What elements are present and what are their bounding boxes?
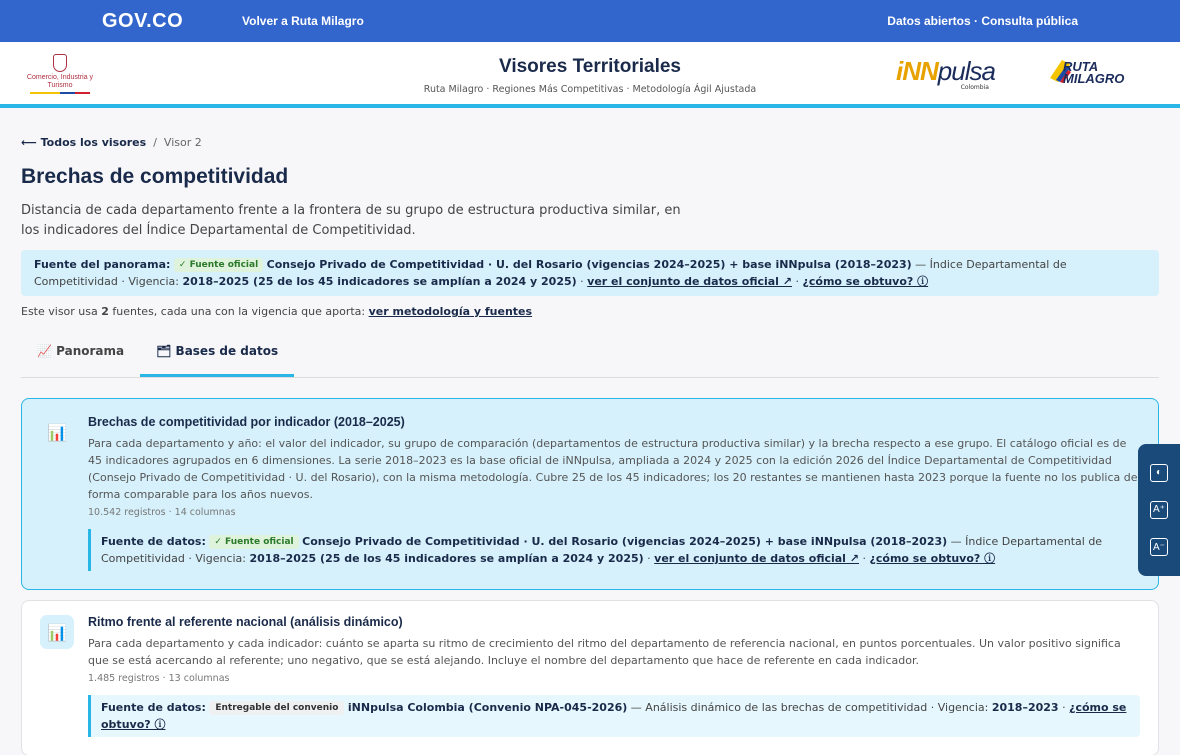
database-source: Fuente de datos: Entregable del convenio iNNpulsa Colombia (Convenio NPA-045-2026) — Análisis dinámico de las brechas de competitividad · Vigencia: 2018–2023 · ¿cómo se obtuvo? ⓘ <box>88 695 1140 737</box>
back-to-ruta-link[interactable]: Volver a Ruta Milagro <box>242 14 364 28</box>
bar-chart-icon: 📊 <box>47 422 67 442</box>
database-title: Brechas de competitividad por indicador (2018–2025) <box>88 415 405 429</box>
breadcrumb: ⟵ Todos los visores / Visor 2 <box>21 136 202 149</box>
how-obtained-link[interactable]: ¿cómo se obtuvo? ⓘ <box>802 275 929 288</box>
page-description: Distancia de cada departamento frente a la frontera de su grupo de estructura productiva similar, en los indicadores del Índice Departamental de Competitividad. <box>21 203 681 238</box>
accessibility-toolbar <box>1138 444 1180 576</box>
database-meta: 1.485 registros · 13 columnas <box>88 673 230 684</box>
database-card[interactable] <box>21 600 1159 755</box>
ministry-logo: Comercio, Industria y Turismo <box>20 54 100 94</box>
database-title: Ritmo frente al referente nacional (análisis dinámico) <box>88 615 403 629</box>
bar-chart-icon: 📊 <box>40 615 74 649</box>
site-title: Visores Territoriales <box>498 56 681 77</box>
official-dataset-link[interactable]: ver el conjunto de datos oficial ↗ <box>654 552 859 565</box>
breadcrumb-current: Visor 2 <box>163 136 202 149</box>
methodology-link[interactable]: ver metodología y fuentes <box>368 305 533 318</box>
folder-icon: 🗂 <box>156 344 172 358</box>
increase-font-icon[interactable]: A⁺ <box>1150 501 1168 519</box>
database-description: Para cada departamento y cada indicador: cuánto se aparta su ritmo de crecimiento del ritmo del departamento de referencia nacional, en puntos porcentuales. Un valor positivo significa que se está acercando al referente; uno negativo, que se está alejando. Incluye el nombre del departamento que hace de referente en cada indicador. <box>88 637 1121 667</box>
tab-bases-de-datos[interactable]: 🗂 Bases de datos <box>140 340 294 377</box>
ruta-milagro-logo: RUTA MILAGRO <box>1063 59 1125 86</box>
site-subtitle: Ruta Milagro · Regiones Más Competitivas · Metodología Ágil Ajustada <box>423 84 757 95</box>
breadcrumb-all-viewers[interactable]: ⟵ Todos los visores <box>21 136 147 149</box>
innpulsa-logo: iNNpulsa Colombia <box>896 56 995 91</box>
database-source: Fuente de datos: ✓ Fuente oficial Consejo Privado de Competitividad · U. del Rosario (vigencias 2024–2025) + base iNNpulsa (2018–2023) — Índice Departamental de Competitividad · Vigencia: 2018–2025 (25 de los 45 indicadores se amplían a 2024 y 2025) · ver el conjunto de datos oficial ↗ · ¿cómo se obtuvo? ⓘ <box>88 529 1140 571</box>
database-card[interactable] <box>21 398 1159 590</box>
sources-summary: Este visor usa 2 fuentes, cada una con la vigencia que aporta: ver metodología y fuentes <box>21 305 533 318</box>
official-source-badge: ✓ Fuente oficial <box>209 535 298 549</box>
tab-panorama[interactable]: 📈 Panorama <box>37 344 125 358</box>
chart-line-icon: 📈 <box>37 344 52 358</box>
decrease-font-icon[interactable]: A⁻ <box>1150 538 1168 556</box>
gov-bar <box>0 0 1180 42</box>
database-meta: 10.542 registros · 14 columnas <box>88 507 236 518</box>
official-dataset-link[interactable]: ver el conjunto de datos oficial ↗ <box>587 275 792 288</box>
open-data-link[interactable]: Datos abiertos · Consulta pública <box>887 14 1078 28</box>
tab-bar <box>21 340 1159 378</box>
agreement-deliverable-badge: Entregable del convenio <box>209 701 344 715</box>
panorama-source-box: Fuente del panorama: ✓ Fuente oficial Consejo Privado de Competitividad · U. del Rosario (vigencias 2024–2025) + base iNNpulsa (2018–2023) — Índice Departamental de Competitividad · Vigencia: 2018–2025 (25 de los 45 indicadores se amplían a 2024 y 2025) · ver el conjunto de datos oficial ↗ · ¿cómo se obtuvo? ⓘ <box>21 250 1159 296</box>
contrast-toggle-icon[interactable]: ◐ <box>1150 464 1168 482</box>
official-source-badge: ✓ Fuente oficial <box>174 258 263 272</box>
gov-co-logo[interactable]: GOV.CO <box>102 9 184 32</box>
how-obtained-link[interactable]: ¿cómo se obtuvo? ⓘ <box>101 701 1127 731</box>
how-obtained-link[interactable]: ¿cómo se obtuvo? ⓘ <box>869 552 996 565</box>
site-header <box>0 42 1180 108</box>
page-title: Brechas de competitividad <box>21 165 289 188</box>
database-description: Para cada departamento y año: el valor del indicador, su grupo de comparación (departamentos de estructura productiva similar) y la brecha respecto a ese grupo. El catálogo oficial es de 45 indicadores agrupados en 6 dimensiones. La serie 2018–2023 es la base oficial de iNNpulsa, ampliada a 2024 y 2025 con la edición 2026 del Índice Departamental de Competitividad (Consejo Privado de Competitividad · U. del Rosario), con la misma metodología. Cubre 25 de los 45 indicadores; los 20 restantes se mantienen hasta 2023 porque la fuente no los publica de forma comparable para los años nuevos. <box>88 437 1138 501</box>
